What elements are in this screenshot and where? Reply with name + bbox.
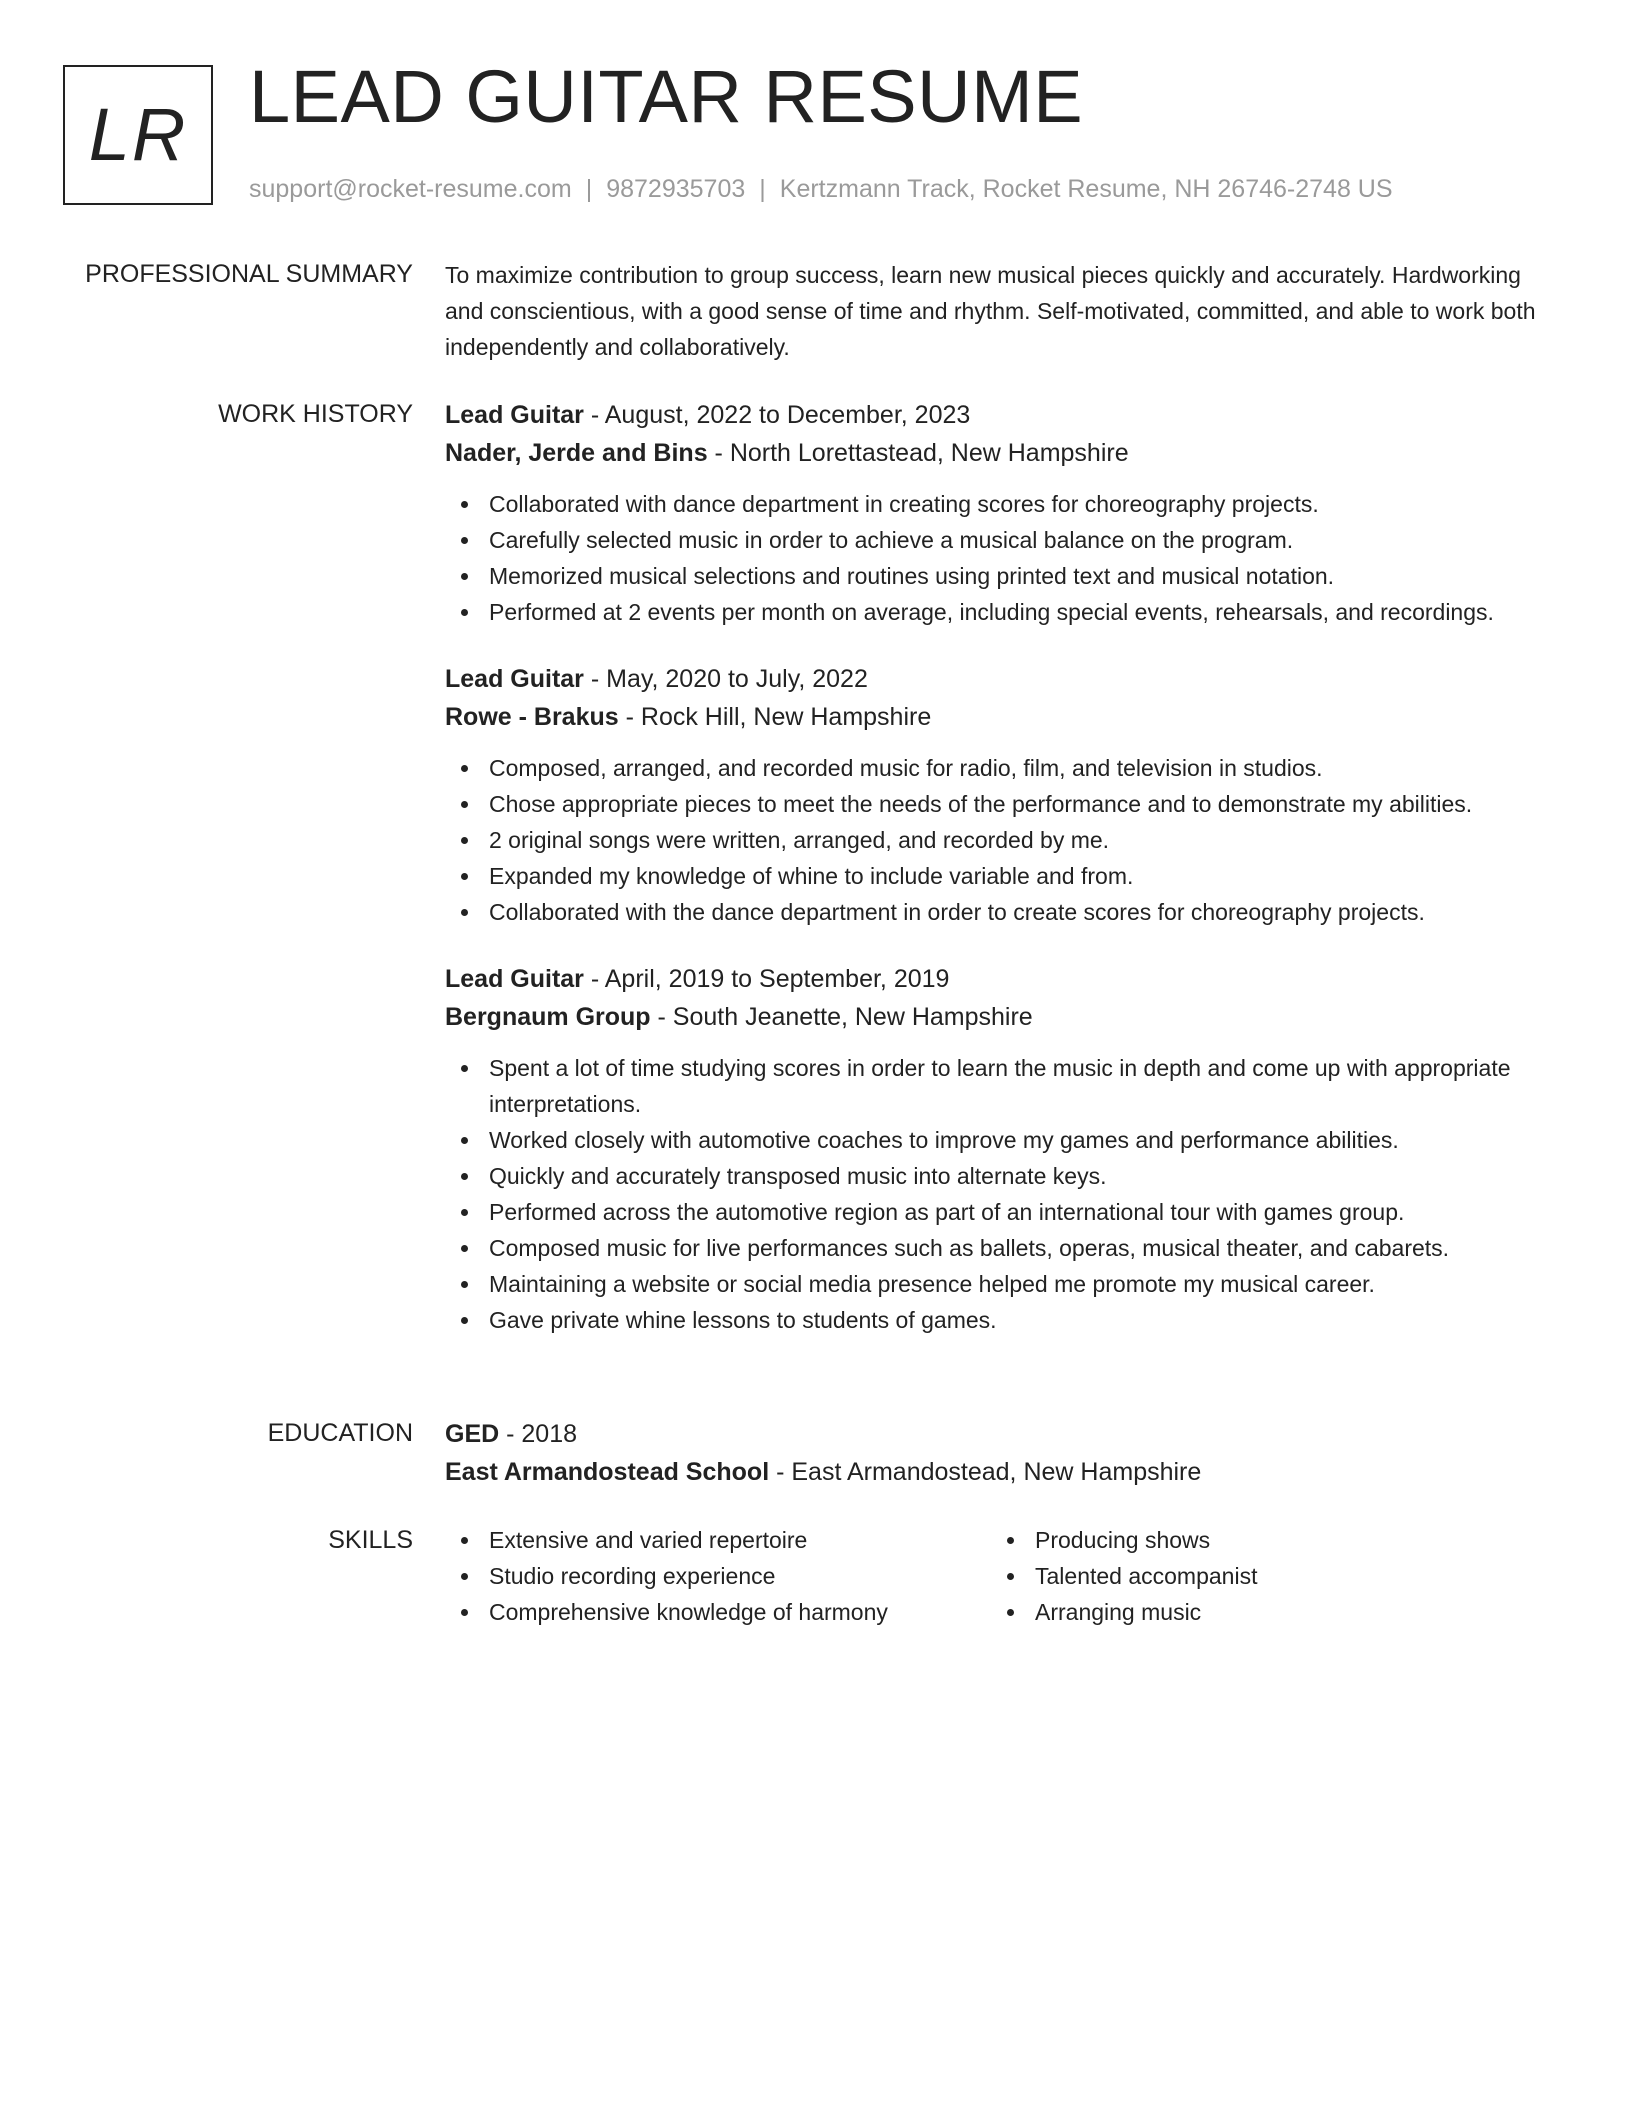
list-item: Expanded my knowledge of whine to include variable and from.	[445, 858, 1560, 894]
list-item: 2 original songs were written, arranged, and recorded by me.	[445, 822, 1560, 858]
job-location: - South Jeanette, New Hampshire	[650, 1003, 1033, 1031]
list-item: Performed at 2 events per month on average, including special events, rehearsals, and recordings.	[445, 594, 1560, 630]
job-bullets	[445, 1050, 1560, 1338]
skill-item: Arranging music	[991, 1594, 1537, 1630]
job-title-line	[445, 396, 1560, 434]
skills-column-2	[991, 1522, 1537, 1630]
job-title: Lead Guitar	[445, 401, 584, 429]
skill-item: Studio recording experience	[445, 1558, 991, 1594]
job-title-line	[445, 660, 1560, 698]
list-item: Spent a lot of time studying scores in order to learn the music in depth and come up with appropriate interpretations.	[445, 1050, 1560, 1122]
work-history-label: WORK HISTORY	[218, 400, 413, 428]
job-dates: - May, 2020 to July, 2022	[583, 665, 868, 693]
list-item: Collaborated with dance department in creating scores for choreography projects.	[445, 486, 1560, 522]
list-item: Composed music for live performances such as ballets, operas, musical theater, and cabarets.	[445, 1230, 1560, 1266]
list-item: Maintaining a website or social media presence helped me promote my musical career.	[445, 1266, 1560, 1302]
jobs-list	[445, 396, 1560, 1368]
list-item: Composed, arranged, and recorded music for radio, film, and television in studios.	[445, 750, 1560, 786]
job-company-line	[445, 998, 1560, 1036]
job-location: - Rock Hill, New Hampshire	[618, 703, 932, 731]
list-item: Quickly and accurately transposed music into alternate keys.	[445, 1158, 1560, 1194]
job-dates: - April, 2019 to September, 2019	[583, 965, 950, 993]
resume-title: LEAD GUITAR RESUME	[249, 55, 1084, 138]
summary-text: To maximize contribution to group success, learn new musical pieces quickly and accurately. Hardworking and conscientious, with a good sense of time and rhythm. Self-motivated, committed, and able to work both independently and collaboratively.	[445, 262, 1536, 360]
job-title-line	[445, 960, 1560, 998]
job-company-line	[445, 434, 1560, 472]
skill-item: Extensive and varied repertoire	[445, 1522, 991, 1558]
list-item: Worked closely with automotive coaches to improve my games and performance abilities.	[445, 1122, 1560, 1158]
job-entry	[445, 396, 1560, 630]
summary-label: PROFESSIONAL SUMMARY	[85, 260, 413, 288]
list-item: Gave private whine lessons to students of games.	[445, 1302, 1560, 1338]
skills-columns	[445, 1522, 1560, 1630]
skills-list-2	[991, 1522, 1537, 1630]
skill-item: Producing shows	[991, 1522, 1537, 1558]
job-company-line	[445, 698, 1560, 736]
contact-line	[249, 174, 1393, 204]
education-school: East Armandostead School	[445, 1458, 770, 1486]
list-item: Collaborated with the dance department in order to create scores for choreography projects.	[445, 894, 1560, 930]
monogram-box	[63, 65, 213, 205]
list-item: Chose appropriate pieces to meet the needs of the performance and to demonstrate my abilities.	[445, 786, 1560, 822]
skills-label: SKILLS	[328, 1526, 413, 1554]
education-year: - 2018	[499, 1420, 578, 1448]
education-location: - East Armandostead, New Hampshire	[769, 1458, 1202, 1486]
education-degree: GED	[445, 1420, 500, 1448]
contact-separator: |	[585, 175, 593, 203]
job-title: Lead Guitar	[445, 965, 584, 993]
job-bullets	[445, 486, 1560, 630]
list-item: Performed across the automotive region as part of an international tour with games group.	[445, 1194, 1560, 1230]
job-company: Nader, Jerde and Bins	[445, 439, 708, 467]
education-degree-line	[445, 1415, 1560, 1453]
job-location: - North Lorettastead, New Hampshire	[707, 439, 1129, 467]
education-label: EDUCATION	[267, 1419, 413, 1447]
job-company: Bergnaum Group	[445, 1003, 651, 1031]
list-item: Memorized musical selections and routines using printed text and musical notation.	[445, 558, 1560, 594]
skill-item: Talented accompanist	[991, 1558, 1537, 1594]
skills-list-1	[445, 1522, 991, 1630]
job-entry	[445, 660, 1560, 930]
job-bullets	[445, 750, 1560, 930]
list-item: Carefully selected music in order to achieve a musical balance on the program.	[445, 522, 1560, 558]
skills-column-1	[445, 1522, 991, 1630]
skill-item: Comprehensive knowledge of harmony	[445, 1594, 991, 1630]
monogram-initials: LR	[88, 93, 188, 176]
education-school-line	[445, 1453, 1560, 1491]
job-entry	[445, 960, 1560, 1338]
job-company: Rowe - Brakus	[445, 703, 619, 731]
contact-email: support@rocket-resume.com	[249, 175, 572, 203]
contact-address: Kertzmann Track, Rocket Resume, NH 26746-2748 US	[779, 175, 1393, 203]
job-title: Lead Guitar	[445, 665, 584, 693]
job-dates: - August, 2022 to December, 2023	[583, 401, 971, 429]
contact-separator: |	[759, 175, 766, 203]
contact-phone: 9872935703	[606, 175, 746, 203]
